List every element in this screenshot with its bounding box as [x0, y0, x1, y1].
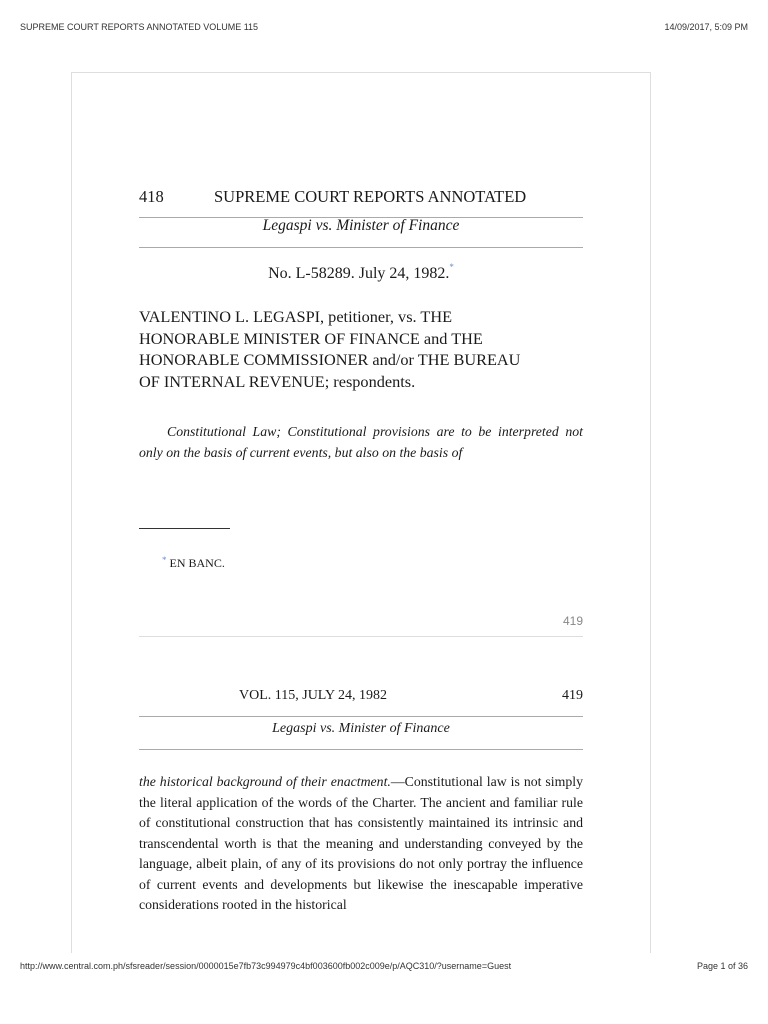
print-footer-url: http://www.central.com.ph/sfsreader/session/0000015e7fb73c994979c4bf003600fb002c009e/p/AQC310/?username=Guest: [20, 961, 512, 971]
footnote: [162, 555, 225, 571]
case-number: [139, 262, 583, 283]
footnote-link[interactable]: *: [449, 262, 454, 272]
parties: [139, 306, 583, 392]
parties-line: VALENTINO L. LEGASPI, petitioner, vs. THE: [139, 307, 453, 326]
body-paragraph: [139, 772, 583, 916]
header-rule-top-2: [139, 716, 583, 717]
body-text: —Constitutional law is not simply the literal application of the words of the Charter. The ancient and familiar rule of constitutional construction that has consistently maintained its intrinsic and transcendental worth is that the meaning and understanding conveyed by the language, albeit plain, of any of its provisions do not only portray the influence of current events and developments but likewise the inescapable imperative considerations rooted in the historical: [139, 774, 583, 912]
print-header-datetime: 14/09/2017, 5:09 PM: [664, 22, 748, 32]
print-footer-page-indicator: Page 1 of 36: [696, 961, 748, 971]
footnote-text: EN BANC.: [169, 556, 225, 570]
footnote-marker: *: [162, 555, 167, 565]
syllabus-text: Constitutional Law; Constitutional provisions are to be interpreted not only on the basis of current events, but also on the basis of: [139, 424, 583, 460]
parties-line: OF INTERNAL REVENUE; respondents.: [139, 371, 416, 391]
parties-line: HONORABLE MINISTER OF FINANCE and THE: [139, 328, 483, 348]
print-header-title: SUPREME COURT REPORTS ANNOTATED VOLUME 115: [20, 22, 259, 32]
case-number-text: No. L-58289. July 24, 1982.: [268, 265, 450, 282]
running-head-volume: VOL. 115, JULY 24, 1982: [239, 688, 388, 703]
header-rule-bottom-2: [139, 749, 583, 750]
page-number-2: 419: [562, 688, 583, 703]
footnote-rule: [139, 528, 230, 529]
case-title: Legaspi vs. Minister of Finance: [262, 217, 460, 234]
running-title: SUPREME COURT REPORTS ANNOTATED: [214, 187, 527, 206]
document-page: [71, 72, 651, 953]
page-marker: 419: [562, 614, 583, 628]
header-rule-bottom: [139, 247, 583, 248]
body-italic-lead: the historical background of their enactment.: [139, 774, 391, 789]
page-number: 418: [139, 187, 164, 206]
case-title-2: Legaspi vs. Minister of Finance: [272, 721, 450, 736]
page-separator: [139, 636, 583, 637]
parties-line: HONORABLE COMMISSIONER and/or THE BUREAU: [139, 350, 521, 369]
